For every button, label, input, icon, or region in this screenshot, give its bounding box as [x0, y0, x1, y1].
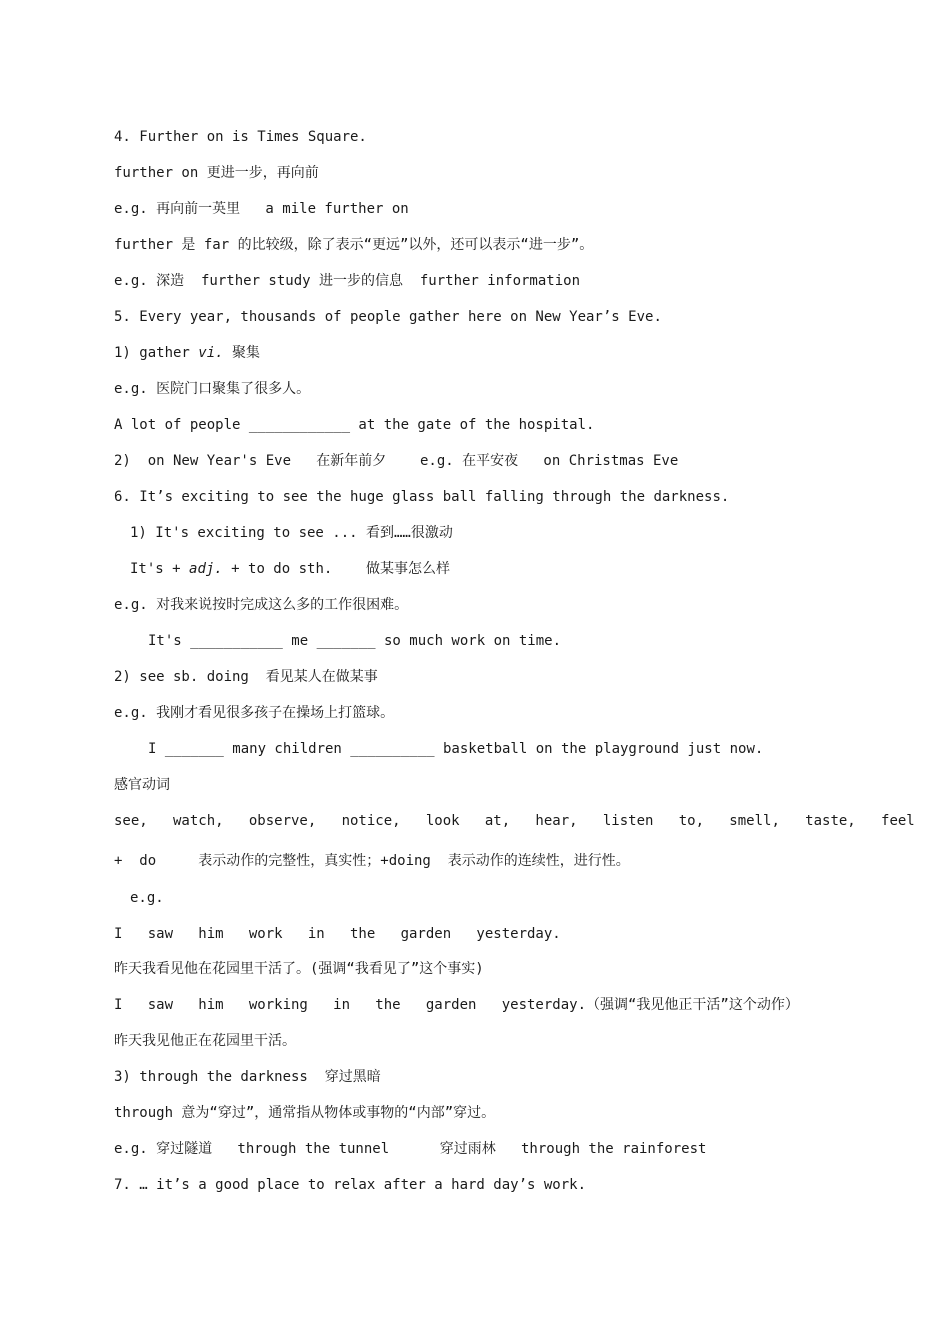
text-line: 2) on New Year's Eve 在新年前夕 e.g. 在平安夜 on Christmas Eve	[114, 453, 679, 469]
text-line: 4. Further on is Times Square.	[114, 129, 367, 145]
text-line: 2) see sb. doing 看见某人在做某事	[114, 669, 378, 685]
text-line: e.g. 医院门口聚集了很多人。	[114, 381, 311, 397]
text-segment: + to do sth. 做某事怎么样	[222, 561, 451, 577]
text-line: 1) It's exciting to see ... 看到……很激动	[130, 525, 453, 541]
text-line: I _______ many children __________ basketball on the playground just now.	[148, 741, 764, 757]
text-line: A lot of people ____________ at the gate of the hospital.	[114, 417, 595, 433]
text-line: further 是 far 的比较级，除了表示“更远”以外，还可以表示“进一步”。	[114, 237, 594, 253]
text-line: + do 表示动作的完整性，真实性；+doing 表示动作的连续性，进行性。	[114, 853, 630, 869]
text-line: e.g. 穿过隧道 through the tunnel 穿过雨林 through the rainforest	[114, 1141, 707, 1157]
text-line: e.g. 深造 further study 进一步的信息 further information	[114, 273, 581, 289]
text-line: 感官动词	[114, 777, 170, 793]
text-segment: 聚集	[223, 345, 261, 361]
part-of-speech: adj.	[189, 561, 223, 577]
text-line: I saw him work in the garden yesterday.	[114, 926, 561, 942]
text-line: It's ___________ me _______ so much work on time.	[148, 633, 562, 649]
text-line: 3) through the darkness 穿过黑暗	[114, 1069, 381, 1085]
text-line: 7. … it’s a good place to relax after a hard day’s work.	[114, 1177, 587, 1193]
text-line: see, watch, observe, notice, look at, hear, listen to, smell, taste, feel	[114, 813, 915, 829]
text-segment: 1) gather	[114, 345, 199, 361]
text-line: I saw him working in the garden yesterday.（强调“我见他正干活”这个动作）	[114, 997, 799, 1013]
part-of-speech: vi.	[198, 345, 224, 361]
text-line: e.g. 对我来说按时完成这么多的工作很困难。	[114, 597, 409, 613]
text-line: 昨天我看见他在花园里干活了。(强调“我看见了”这个事实)	[114, 961, 484, 977]
text-line	[130, 560, 450, 578]
text-segment: It's +	[130, 561, 190, 577]
text-line: through 意为“穿过”，通常指从物体或事物的“内部”穿过。	[114, 1105, 496, 1121]
text-line: e.g.	[130, 890, 164, 906]
text-line: 6. It’s exciting to see the huge glass ball falling through the darkness.	[114, 489, 730, 505]
text-line	[114, 344, 260, 362]
text-line: 昨天我见他正在花园里干活。	[114, 1033, 296, 1049]
text-line: further on 更进一步，再向前	[114, 165, 319, 181]
text-line: 5. Every year, thousands of people gather here on New Year’s Eve.	[114, 309, 662, 325]
text-line: e.g. 再向前一英里 a mile further on	[114, 201, 409, 217]
text-line: e.g. 我刚才看见很多孩子在操场上打篮球。	[114, 705, 395, 721]
